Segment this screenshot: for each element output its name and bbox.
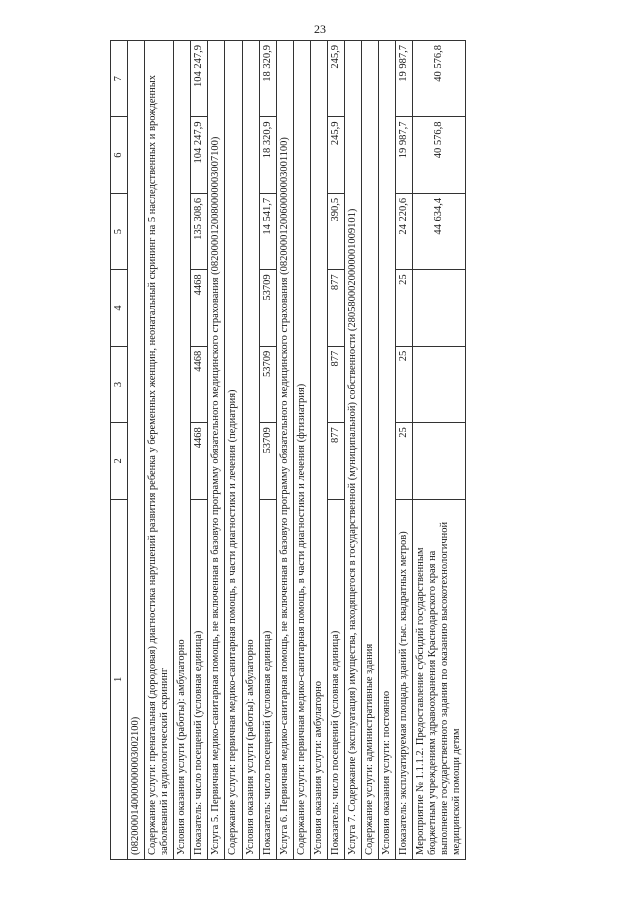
value-cell: 25 [396, 270, 413, 346]
value-cell: 53709 [259, 346, 276, 422]
table-row [208, 41, 225, 860]
header-cell: 3 [111, 346, 128, 422]
section-cell: Условия оказания услуги: амбулаторно [310, 41, 327, 860]
value-cell: 877 [327, 270, 344, 346]
table-row [259, 41, 276, 860]
value-cell: 14 541,7 [259, 193, 276, 269]
section-cell: Содержание услуги: административные здания [361, 41, 378, 860]
value-cell: 390,5 [327, 193, 344, 269]
section-cell: Содержание услуги: первичная медико-санитарная помощь, в части диагностики и лечения (педиатрия) [225, 41, 242, 860]
header-cell: 2 [111, 423, 128, 499]
header-cell: 6 [111, 117, 128, 193]
table-row [327, 41, 344, 860]
value-cell: 53709 [259, 270, 276, 346]
table-row [242, 41, 259, 860]
table-body [128, 41, 466, 860]
value-cell: 877 [327, 346, 344, 422]
value-cell: 877 [327, 423, 344, 499]
value-cell: 40 576,8 [413, 41, 466, 117]
section-cell: (0820000140000000003002100) [128, 41, 145, 860]
value-cell: 245,9 [327, 117, 344, 193]
table-row [413, 41, 466, 860]
table-row [225, 41, 242, 860]
table-row [310, 41, 327, 860]
table-row [145, 41, 174, 860]
rotated-table-container [110, 40, 525, 860]
header-cell: 7 [111, 41, 128, 117]
value-cell [413, 346, 466, 422]
section-cell: Услуга 6. Первичная медико-санитарная помощь, не включенная в базовую программу обязательного медицинского страхования (0820000120060000003001100) [276, 41, 293, 860]
indicator-cell: Мероприятие № 1.1.1.2. Предоставление субсидий государственным бюджетным учреждениям здравоохранения Краснодарского края на выполнение государственного задания по оказанию высокотехнологичной медицинской помощи детям [413, 499, 466, 859]
value-cell: 40 576,8 [413, 117, 466, 193]
indicator-cell: Показатель: число посещений (условная единица) [327, 499, 344, 859]
value-cell: 135 308,6 [191, 193, 208, 269]
table-row [276, 41, 293, 860]
table-row [293, 41, 310, 860]
indicator-cell: Показатель: число посещений (условная единица) [191, 499, 208, 859]
table-row [344, 41, 361, 860]
value-cell: 18 320,9 [259, 41, 276, 117]
value-cell: 24 220,6 [396, 193, 413, 269]
indicator-cell: Показатель: эксплуатируемая площадь зданий (тыс. квадратных метров) [396, 499, 413, 859]
table-row [379, 41, 396, 860]
value-cell [413, 423, 466, 499]
value-cell: 18 320,9 [259, 117, 276, 193]
value-cell: 53709 [259, 423, 276, 499]
indicator-cell: Показатель: число посещений (условная единица) [259, 499, 276, 859]
value-cell: 4468 [191, 270, 208, 346]
header-cell: 5 [111, 193, 128, 269]
value-cell: 25 [396, 346, 413, 422]
table-row [174, 41, 191, 860]
table-row [128, 41, 145, 860]
section-cell: Содержание услуги: первичная медико-санитарная помощь, в части диагностики и лечения (фтизиатрия) [293, 41, 310, 860]
value-cell: 19 987,7 [396, 41, 413, 117]
page-number: 23 [314, 22, 326, 36]
value-cell: 4468 [191, 423, 208, 499]
section-cell: Содержание услуги: пренатальная (дородовая) диагностика нарушений развития ребенка у беременных женщин, неонатальный скрининг на 5 наследственных и врожденных заболеваний и аудиологический скрининг [145, 41, 174, 860]
value-cell: 44 634,4 [413, 193, 466, 269]
section-cell: Услуга 5. Первичная медико-санитарная помощь, не включенная в базовую программу обязательного медицинского страхования (0820000120080000003007100) [208, 41, 225, 860]
value-cell: 19 987,7 [396, 117, 413, 193]
table-row [396, 41, 413, 860]
value-cell: 104 247,9 [191, 41, 208, 117]
services-table [110, 40, 466, 860]
section-cell: Условия оказания услуги: постоянно [379, 41, 396, 860]
table-row [361, 41, 378, 860]
section-cell: Услуга 7. Содержание (эксплуатация) имущества, находящегося в государственной (муниципальной) собственности (2805800020000001009101) [344, 41, 361, 860]
value-cell: 104 247,9 [191, 117, 208, 193]
header-cell: 1 [111, 499, 128, 859]
section-cell: Условия оказания услуги (работы): амбулаторно [174, 41, 191, 860]
section-cell: Условия оказания услуги (работы): амбулаторно [242, 41, 259, 860]
table-row [191, 41, 208, 860]
header-cell: 4 [111, 270, 128, 346]
header-row [111, 41, 128, 860]
value-cell: 245,9 [327, 41, 344, 117]
value-cell: 4468 [191, 346, 208, 422]
value-cell: 25 [396, 423, 413, 499]
value-cell [413, 270, 466, 346]
